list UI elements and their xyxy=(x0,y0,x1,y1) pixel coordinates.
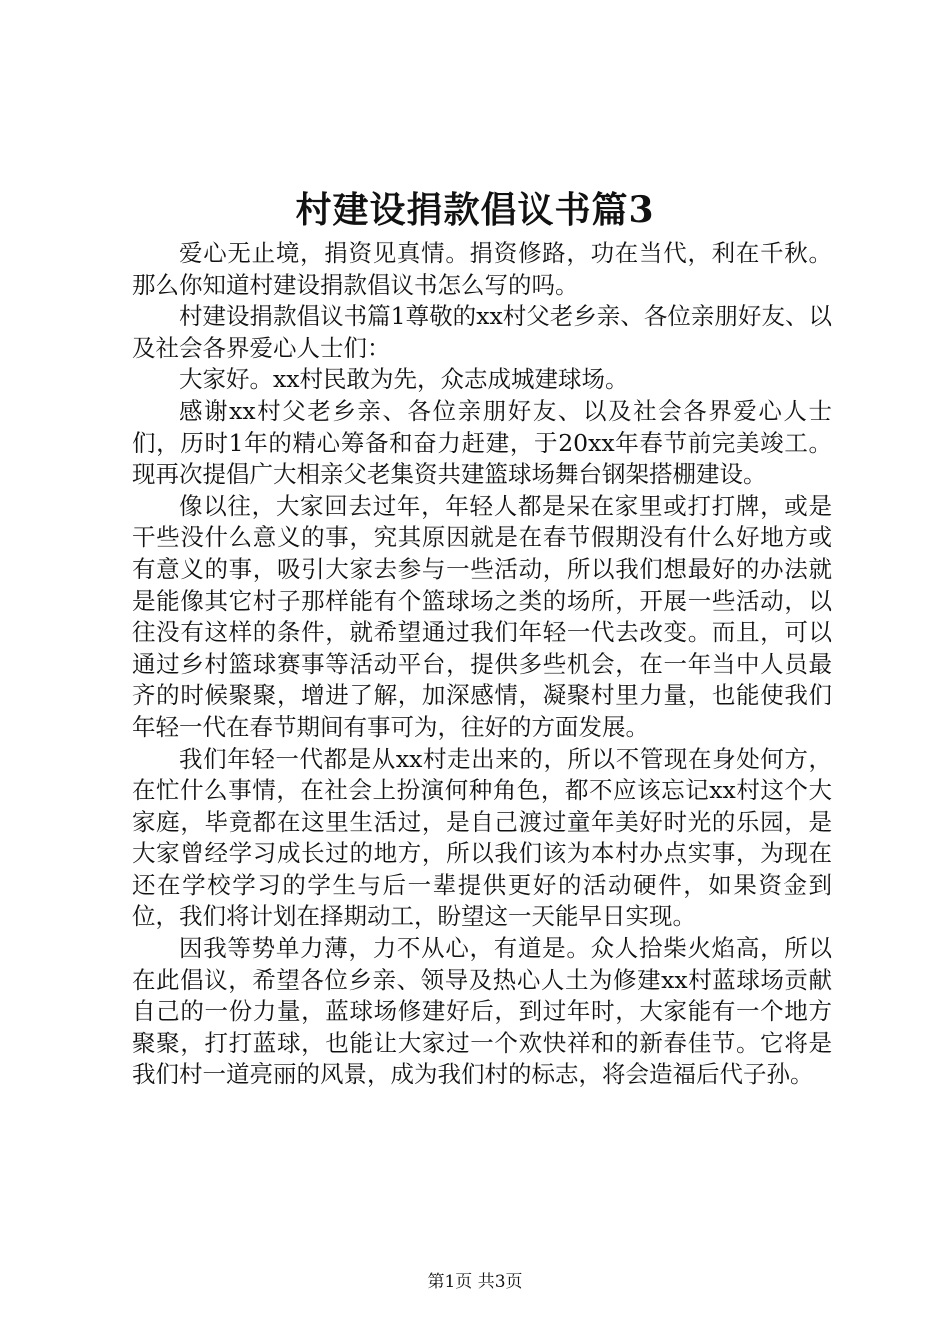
paragraph-background: 像以往，大家回去过年，年轻人都是呆在家里或打打牌，或是干些没什么意义的事，究其原因就是在春节假期没有什么好地方或有意义的事，吸引大家去参与一些活动，所以我们想最好的办法就是能像其它村子那样能有个篮球场之类的场所，开展一些活动，以往没有这样的条件，就希望通过我们年轻一代去改变。而且，可以通过乡村篮球赛事等活动平台，提供多些机会，在一年当中人员最齐的时候聚聚，增进了解，加深感情，凝聚村里力量，也能使我们年轻一代在春节期间有事可为，往好的方面发展。 xyxy=(132,491,832,741)
paragraph-intro: 爱心无止境，捐资见真情。捐资修路，功在当代，利在千秋。那么你知道村建设捐款倡议书怎么写的吗。 xyxy=(132,239,832,299)
paragraph-salutation: 村建设捐款倡议书篇1尊敬的xx村父老乡亲、各位亲朋好友、以及社会各界爱心人士们： xyxy=(132,302,832,362)
document-title: 村建设捐款倡议书篇3 xyxy=(295,189,655,231)
paragraph-thanks: 感谢xx村父老乡亲、各位亲朋好友、以及社会各界爱心人士们，历时1年的精心筹备和奋力赶建，于20xx年春节前完美竣工。现再次提倡广大相亲父老集资共建篮球场舞台钢架搭棚建设。 xyxy=(132,396,832,489)
paragraph-appeal: 因我等势单力薄，力不从心，有道是。众人拾柴火焰高，所以在此倡议，希望各位乡亲、领导及热心人土为修建xx村蓝球场贡献自己的一份力量，蓝球场修建好后，到过年时，大家能有一个地方聚聚，打打蓝球，也能让大家过一个欢快祥和的新春佳节。它将是我们村一道亮丽的风景，成为我们村的标志，将会造福后代子孙。 xyxy=(132,934,832,1089)
page-footer: 第1页 共3页 xyxy=(427,1272,523,1292)
paragraph-greeting: 大家好。xx村民敢为先，众志成城建球场。 xyxy=(179,365,629,394)
document-body xyxy=(132,238,832,1091)
paragraph-youth: 我们年轻一代都是从xx村走出来的，所以不管现在身处何方，在忙什么事情，在社会上扮演何种角色，都不应该忘记xx村这个大家庭，毕竟都在这里生活过，是自己渡过童年美好时光的乐园，是大家曾经学习成长过的地方，所以我们该为本村办点实事，为现在还在学校学习的学生与后一辈提供更好的活动硬件，如果资金到位，我们将计划在择期动工，盼望这一天能早日实现。 xyxy=(132,744,832,931)
